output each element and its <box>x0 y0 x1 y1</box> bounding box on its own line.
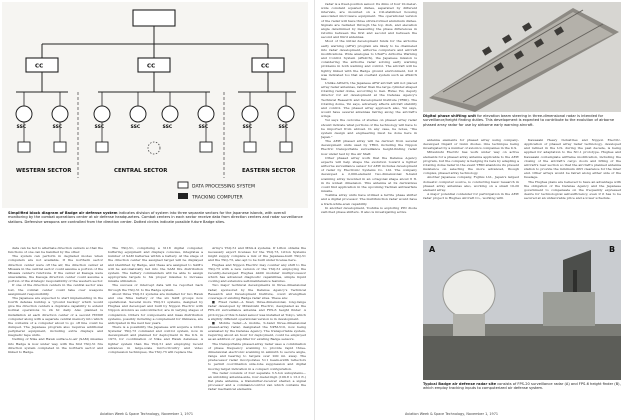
diagram-svg <box>2 2 308 208</box>
coc-box <box>133 10 175 26</box>
right-column-2: antenna elements for phased array using company-developed Impatt or Gunn diodes. One technique being investigated by a number of avionics companies in the U.S. Mitsubishi Electric has work under way on active elements for a phased array antenna applicable to the AEW program, but the company is hedging its bets by adapting a rotating dome radar in the event TRDI abandons its present insistence on selecting the more advanced, though complex, phased array technology. Another Japanese company, Fujitsu Ltd., Japan's largest domestic computer source, is conducting basic research in phased array antennas also, working on a small 10-20 element array. A major potential contender for participation in the AEW radar project is Hughes Aircraft Co., working with <box>423 138 519 201</box>
phase-shifter-caption-body: for elevation beam steering in three-dimensional radar is intended for surveillance/height finding duties. This development is expected to contribute to the evolution of airborne phased array radar for use by airborne early warning aircraft. <box>423 114 615 127</box>
right-column-1: radar is a fixed-position sensor. Its dims of four 10-meter-wide constant squared dishes, separated by different intervals, are mounted on a roll-stabilized housing associated microwave equipment. The operational version of the radar will have three struts-formed aluminum dishes. Signals are radiated through the top dish, and elevation angle determined by measuring the phase differences in returns between the first and second and between the second and third antennas. Most of the initial development funds for the airborne early warning (AEW) program are likely to be channeled into radar development, airborne computers and aircraft modifications. Wide analogies to USAF's Airborne Warning and Control System (AWACS), the Japanese mission is considering the airborne radar solving early warning problems in both warning and control. The aircraft will be tightly linked with the Badge ground environment, but it was indicated too that an overlaid system such as AWACS has. Unlike AWACS, the Japanese AEW aircraft will not placed array radar antennas, rather than the large cylinder-shaped rotating radar dome, according to Gen. Hideo Yui, deputy director for air development at the Defense Agency's Technical Research and Development Institute (TRDI). The rotating dome, Yui says, adversely affects aircraft stability and control. The phased array approach also, Yui says, would have several antennas fairing along the aircraft's wings. Yui says the outcome of studies on phased array radar should indicate what portions of the technology will have to be imported from abroad. In any case, he notes, "the system design and engineering must be done here in Japan." The AEW phased array will be derived from several development units used by TRDI, including the Nippon Electric transportable surveillance height-finding radar now under test by the Air Staff. Other phased array work that the Defense Agency expects will help shape the evolution toward a lighter airborne surveillance sensor for AEW includes development of radar by Electronic Systems Co. Ltd. The company developed a 2,000-element two-dimensional X-band scanning array mounted in an octagonal shape about 6 ft. in its widest dimension. This antenna at its derivatives could find application in the upcoming Tachian antiwarfare missile. Toshiba array units have utilized a ferrite phase shifter and a digital processor. The multifunction radar would have a track-while-scan capability. In another development, Toshiba is exploring PIN diode switched phase shifters. It also is investigating active <box>321 2 417 214</box>
legend-tracking-label: TRACKING COMPUTER <box>192 195 243 201</box>
diagram-caption-lead: Simplified block diagram of Badge air defense system <box>8 211 118 215</box>
svg-text:SSC: SSC <box>162 125 173 130</box>
svg-text:SSC: SSC <box>52 125 63 130</box>
right-page <box>314 0 628 420</box>
radar-site-caption-lead: Typical Badge air defense radar site <box>423 382 497 386</box>
radar-site-photo <box>423 240 621 380</box>
cc-label-west: CC <box>35 63 44 70</box>
left-column-1: data can be fed to alternate direction centers so that the functions of one can be handled by the other. The system can perform in degraded modes when computers are not available. If the northern sector direction center were off the air, the direction center at Misawa in the central sector could assume a portion of the Misawa center's functions. If the center at Kasuga were unavailable, the Kasuga direction center could assume a portion of the strategic responsibility of the western sector. If one of the direction centers in the central sector was lost, the combat center could take over weapons assignment responsibility. The Japanese are expected to start implementing in the fourth defense buildup a "ground backup" which would give the direction centers a duplicate capability to extend normal operations to 24 hr. daily. Also planned is installation at each direction center of a second H3308 computer along with a separate central memory into which the contents of a computer about to go off line could be dumped. The Japanese program also requires additional peripheral equipment, including extra displays and magnetic tape units. Netting of Nike and Hawk surface-to-air (SAM) missiles into Badge is now under way, with the first TSQ-51 fire direction system completed in the northern sector and linked to Badge. <box>8 246 103 354</box>
western-sector-label: WESTERN SECTOR <box>16 168 72 174</box>
legend-data-label: DATA PROCESSING SYSTEM <box>192 184 255 190</box>
svg-text:SSC: SSC <box>242 125 253 130</box>
radome-a <box>443 270 495 318</box>
cc-label-east: CC <box>261 63 270 70</box>
photo-label-a: A <box>429 245 436 254</box>
left-column-2: The TSQ-51, comprising a 3118 digital computer, buffering equipment and displays consoles, integrates a number of SAM batteries within a battery. At the stage of the direction center the assigned target will be displayed and identified by Badge, and these are assigned to SAM's will be automatically fed into the SAM fire distribution system. The battery commanders will be able to assign appropriate targets to his proper missiles to increase missile utilization. The success of intercept data will be reported back through the TSQ-51 to the Badge system. About three TSQ-51 systems are installed for two Hawk and one Nike battery of the six SAM groups now operational. Several more TSQ-51 systems, designed by Hughes and developed and built by Nippon Electric with Nippon Avionics as subcontractor, are in varying stages of completion. Orders for components and mass distribution systems, possibly including a complement for Okinawa, are anticipated in the next few years. There is a possibility the Japanese will acquire a Litton Systems' TSQ-73 command and control system, now in development and planned for deployment in the U.S. in 1973, for coordination of Nike and Hawk defenses. A lighter system than the TSQ-51 and employing recent advances in large-scale microcircuitry and video compression techniques, the TSQ-73 will replace the <box>108 246 203 354</box>
badge-block-diagram <box>2 2 308 208</box>
photo-label-b: B <box>609 245 616 254</box>
phase-shifter-caption <box>423 114 621 127</box>
diagram-caption-body: indicates division of system into three separate sectors for the Japanese islands, with overall monitoring by the combat operations center at air defense headquarters. Combat centers in each sector receive data from direction centers and radar surveillance stations. Defensive weapons are controlled from the direction center. Dotted circles indicate possible future Badge sites. <box>8 211 303 224</box>
svg-text:SSC: SSC <box>198 125 209 130</box>
radar-site-caption-body: consists of FPS-20 surveillance radar (A) and FPS-6 height finder (B), which employ tracking inputs to computerized air defense system. <box>423 382 621 391</box>
legend-tracking-swatch <box>178 193 188 199</box>
radar-site-caption <box>423 382 621 391</box>
phase-shifter-caption-lead: Digital phase shifting unit <box>423 114 476 118</box>
phase-shifter-photo <box>423 2 621 112</box>
svg-text:SSC: SSC <box>278 125 289 130</box>
right-column-3: Kawasaki Heavy Industries and Nippon Electric. Application of phased array radar technology, developed and refined in the U.S. during the past decade, is being applied for adaptation to the NC-1 prototype. Hughes and Kawasaki contemplate airframe modification, including the closing of the aircraft's cargo doors and lifting of the aircraft's rear section so that the aircraft's planned antenna station to provide the minimum drift clearance for the inner end. Other arrays would be faired along either side of the fuselage. The Hughes plans are believed to have an advantage with the obligation of the Defense Agency and the Japanese government to compensate on the frequently expressed desire for technological self-sufficiency, even if it has to be secured at an unfavorable price and a lower schedule. <box>524 138 621 201</box>
svg-text:SSC: SSC <box>94 125 105 130</box>
left-footer: Aviation Week & Space Technology, November 1, 1971 <box>100 412 194 416</box>
svg-text:SSC: SSC <box>16 125 27 130</box>
svg-text:SSC: SSC <box>130 125 141 130</box>
diagram-caption <box>8 211 306 224</box>
legend-data-swatch <box>178 182 188 188</box>
left-column-3-text: Army's TSQ-51 and MSG-4 systems. If Litton obtains the necessary export licenses for the TSQ-73, Litton Systems might supply complete a mix of the Japanese-built TSQ-51 and the TSQ-73, also apt to be built under license here. Hughes and Nippon Electric may counter any shift to the TSQ-73 with a new version of the TSQ-51 employing the recently-developed Hughes 4400 modular multiprocessor which has advanced diagnostic capabilities, simple liquid cooling and extensive self-maintenance features. Two major technical developments in three-dimensional radar, sponsored by the Defense Agency's Technical Research and Development Institute, could strengthen coverage of existing Badge radar sites. These are: ■ Fixed radar—A fixed, three-dimensional, long-range radar developed by Mitsubishi Electric, designated as the FPS-20 surveillance antenna and FPS-6 height finder. A prototype of this S-band sensor was installed at Tokyo, which a slightly different operational version is in development. ■ Mobile radar—A mobile, S-band three-dimensional phased-array radar, designated the NPM-510, now being evaluated by the Defense Agency. The transportable system, requiring about an hour for deployment, could be employed as an addition or gap-filler for existing Badge sensors. The transportable phased-array radar uses a combination of phase frequency scanning to provide rapid three-dimensional electronic scanning in azimuth to secure angle, range and bearing to targets over 200 mi. away. The predecessor radar incorporates 5×1 beam-width reflectors to permit coordination side-lobe suppression and digital moving target indication in a compact configuration. The radar consists of four separate 3.5-ton subsystems—an unfolding antenna-side, four-meter-high (109.8 x 13.2 ft.) flat plate antenna, a transmitter-receiver shelter, a signal processor and a command-control van which contains the radar mechanical elements. <box>208 246 306 392</box>
central-sector-label: CENTRAL SECTOR <box>114 168 168 174</box>
eastern-sector-label: EASTERN SECTOR <box>242 168 296 174</box>
cc-label-central: CC <box>147 63 156 70</box>
right-footer: Aviation Week & Space Technology, November 1, 1971 <box>405 412 499 416</box>
